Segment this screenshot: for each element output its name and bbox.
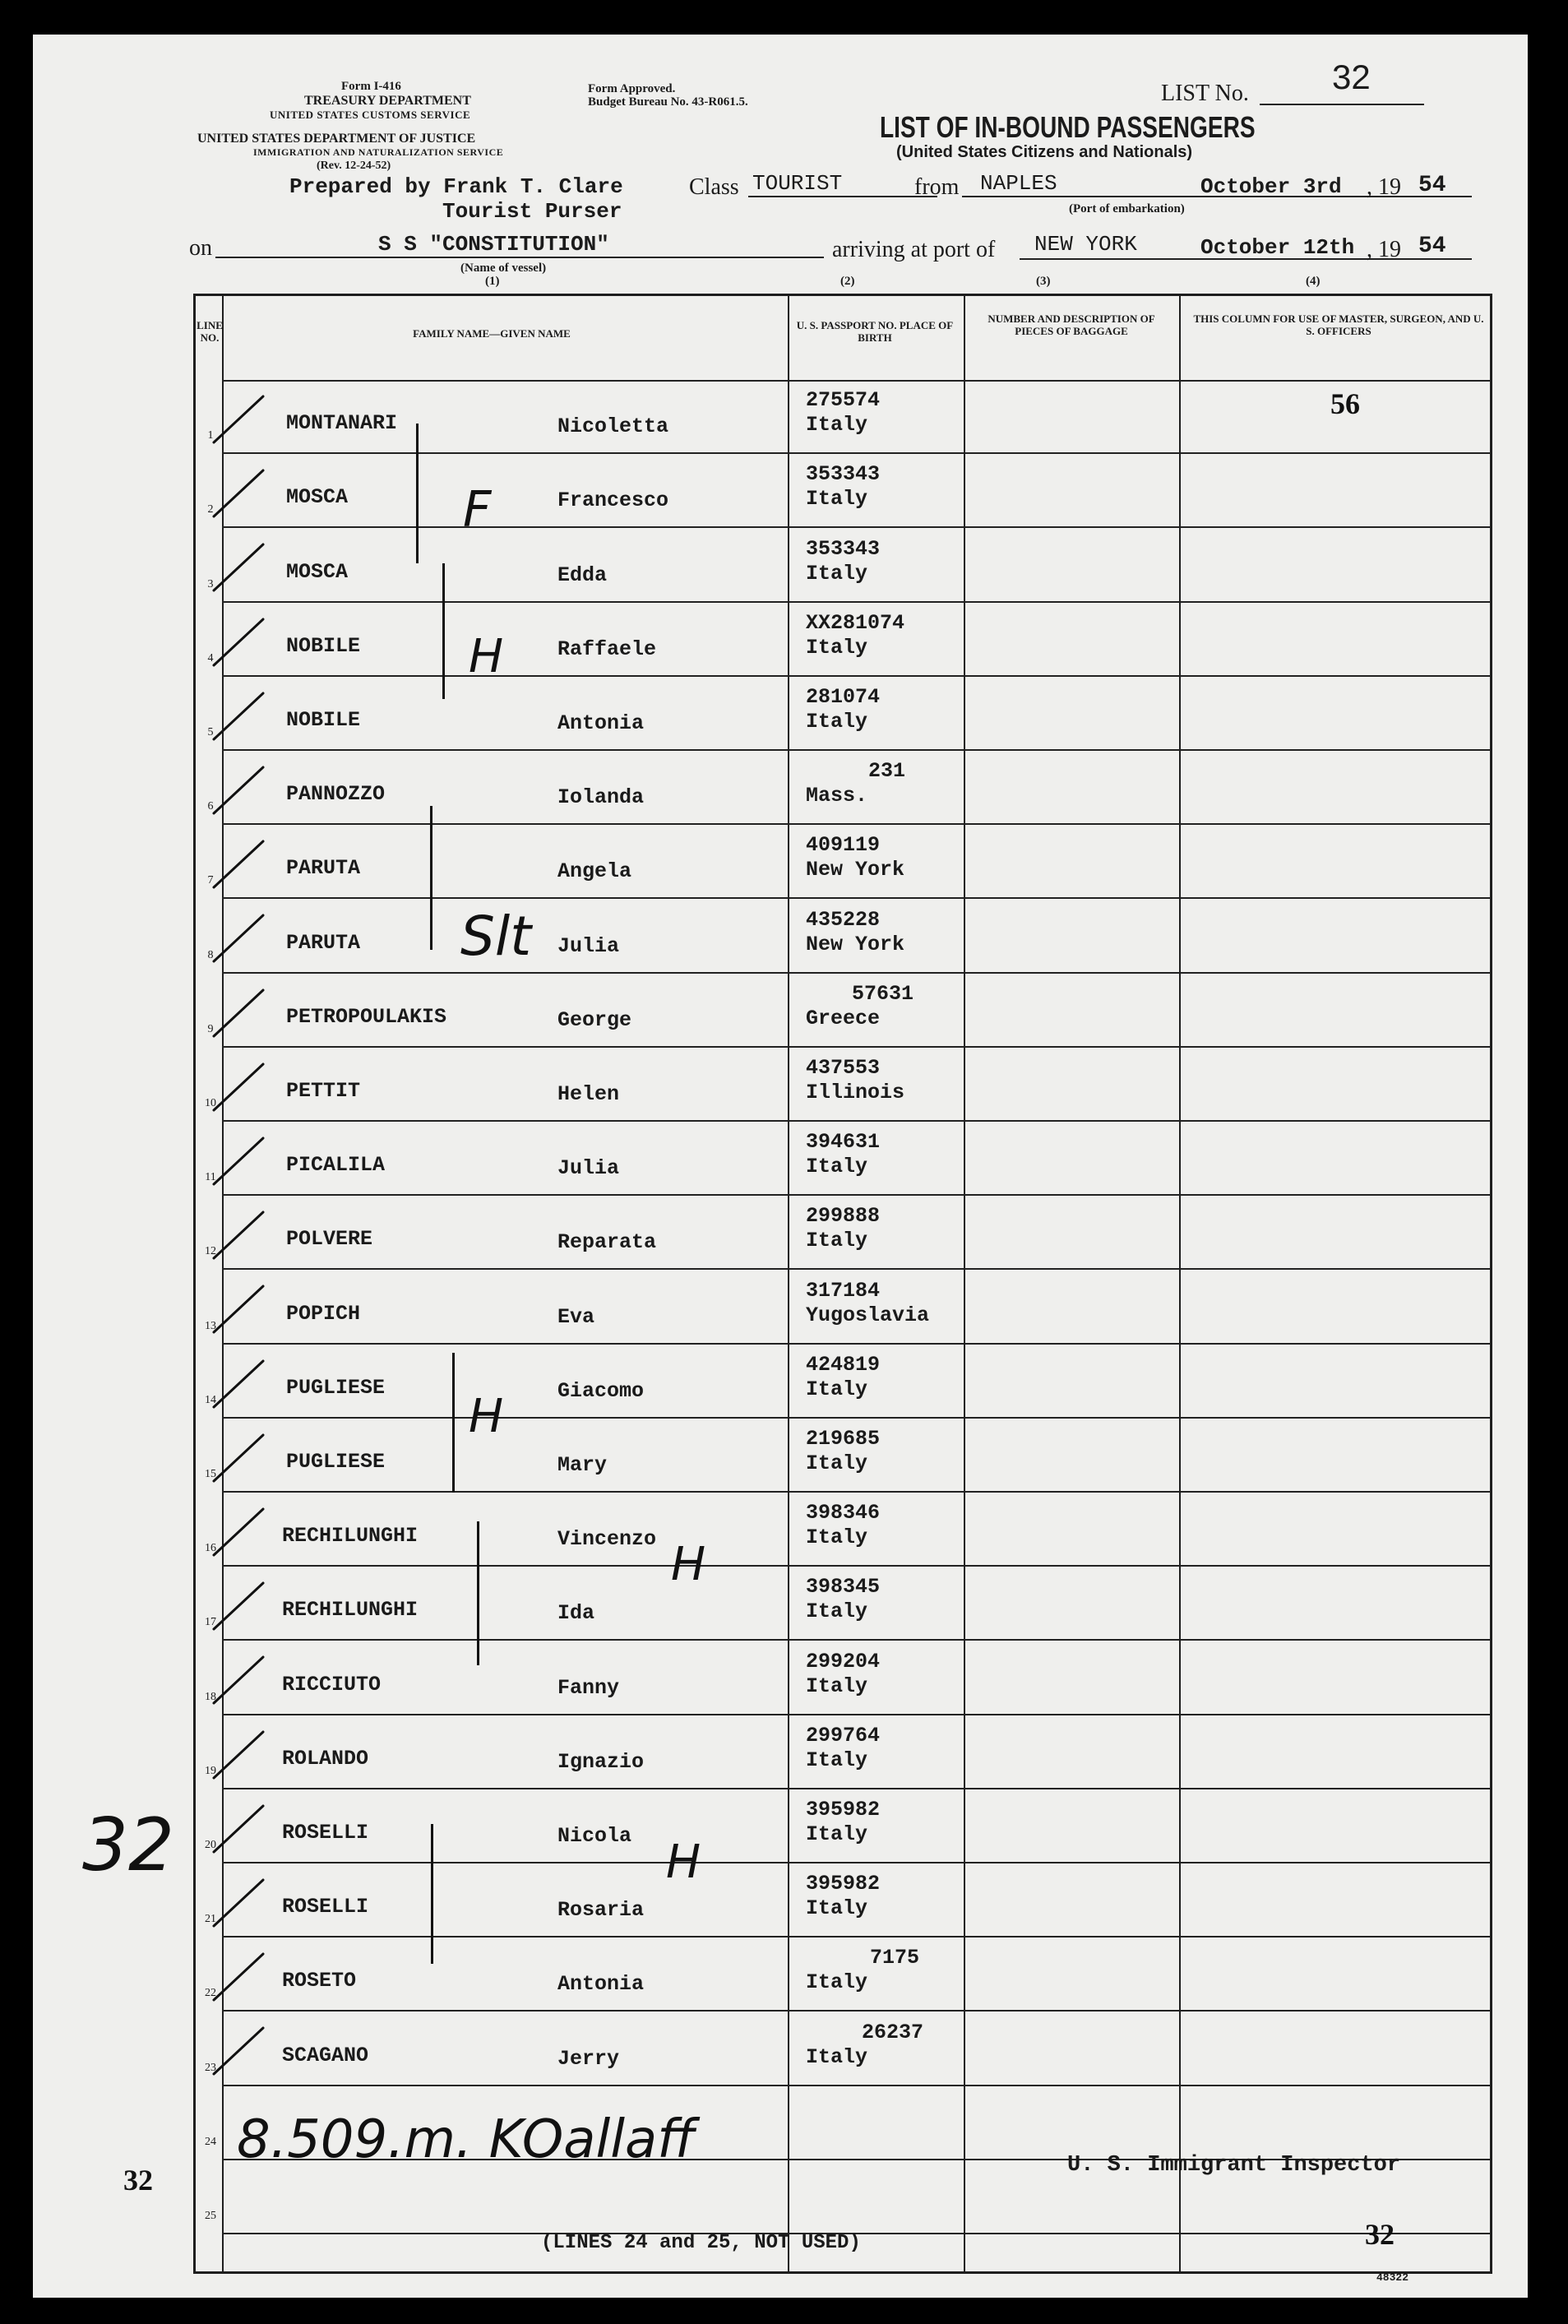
family-name: ROSETO — [282, 1969, 357, 1993]
passport-number: 435228 — [806, 907, 881, 932]
col-head-name: FAMILY NAME—GIVEN NAME — [413, 327, 571, 340]
check-mark — [212, 1430, 270, 1488]
check-mark — [212, 1801, 270, 1859]
family-name: RICCIUTO — [282, 1672, 382, 1697]
passport-number: 7175 — [870, 1946, 920, 1970]
line-number: 22 — [205, 1987, 216, 2000]
birthplace: Italy — [806, 487, 868, 512]
family-name: PARUTA — [286, 930, 361, 955]
given-name: Iolanda — [557, 785, 645, 810]
check-mark — [212, 1356, 270, 1414]
page-title: LIST OF IN-BOUND PASSENGERS — [880, 110, 1256, 144]
check-mark — [212, 1652, 270, 1710]
row-divider — [222, 1194, 1490, 1196]
check-mark — [212, 985, 270, 1043]
line-number: 21 — [205, 1913, 216, 1926]
passport-number: 281074 — [806, 685, 881, 709]
arrive-year: 54 — [1418, 234, 1446, 259]
family-name: ROLANDO — [282, 1746, 369, 1771]
family-name: NOBILE — [286, 708, 361, 732]
page-subtitle: (United States Citizens and Nationals) — [896, 143, 1193, 161]
depart-year: 54 — [1418, 173, 1446, 198]
birthplace: Italy — [806, 561, 868, 586]
family-name: PARUTA — [286, 856, 361, 881]
given-name: Julia — [557, 933, 620, 958]
row-divider — [222, 1788, 1490, 1789]
birthplace: Italy — [806, 1674, 868, 1698]
line-number: 6 — [207, 800, 214, 813]
depart-year-prefix: , 19 — [1367, 174, 1401, 200]
form-code: 48322 — [1376, 2271, 1409, 2284]
passport-number: 26237 — [862, 2020, 924, 2044]
list-no-label: LIST No. — [1161, 81, 1249, 106]
row-divider — [222, 1046, 1490, 1048]
passport-number: 299764 — [806, 1723, 881, 1748]
family-name: PUGLIESE — [286, 1375, 386, 1400]
given-name: Reparata — [557, 1230, 657, 1255]
family-name: RECHILUNGHI — [282, 1524, 419, 1549]
budget-bureau: Budget Bureau No. 43-R061.5. — [588, 95, 748, 109]
row-divider — [222, 749, 1490, 751]
family-name: POLVERE — [286, 1227, 373, 1252]
given-name: Ignazio — [557, 1749, 645, 1774]
family-name: MONTANARI — [286, 411, 398, 436]
birthplace: Greece — [806, 1006, 881, 1030]
bottom-right-32: 32 — [1365, 2218, 1395, 2251]
line-number: 19 — [205, 1764, 216, 1777]
given-name: George — [557, 1007, 632, 1032]
passport-number: 398346 — [806, 1501, 881, 1525]
mark-h: H — [469, 1390, 504, 1443]
list-number: 32 — [1332, 58, 1371, 96]
given-name: Giacomo — [557, 1378, 645, 1403]
customs-service: UNITED STATES CUSTOMS SERVICE — [270, 109, 471, 121]
family-name: PUGLIESE — [286, 1450, 386, 1474]
not-used-note: (LINES 24 and 25, NOT USED) — [541, 2232, 861, 2254]
check-mark — [212, 465, 270, 523]
birthplace: Italy — [806, 1896, 868, 1921]
class-label: Class — [689, 174, 739, 200]
family-name: PANNOZZO — [286, 782, 386, 807]
line-number: 16 — [205, 1542, 216, 1555]
row-divider — [222, 1268, 1490, 1270]
birthplace: Italy — [806, 1377, 868, 1401]
line-number: 3 — [207, 577, 214, 590]
mark-scribble: Slt — [460, 905, 532, 968]
check-mark — [212, 1578, 270, 1636]
passport-number: 275574 — [806, 388, 881, 413]
row-divider — [222, 1491, 1490, 1493]
check-mark — [212, 1875, 270, 1933]
passport-number: 353343 — [806, 536, 881, 561]
justice-dept: UNITED STATES DEPARTMENT OF JUSTICE — [197, 132, 476, 146]
given-name: Angela — [557, 859, 632, 884]
vessel-name: S S "CONSTITUTION" — [378, 232, 609, 257]
passport-number: XX281074 — [806, 610, 905, 635]
check-mark — [212, 391, 270, 449]
mark-h: H — [666, 1836, 701, 1889]
birthplace: Italy — [806, 1451, 868, 1475]
line-number: 20 — [205, 1839, 216, 1851]
line-number: 12 — [205, 1245, 216, 1258]
depart-date: October 3rd — [1200, 174, 1342, 199]
birthplace: Italy — [806, 1599, 868, 1624]
line-number: 18 — [205, 1690, 216, 1703]
row-divider — [222, 2085, 1490, 2086]
passport-number: 57631 — [852, 981, 914, 1006]
class-value: TOURIST — [752, 171, 843, 196]
family-name: POPICH — [286, 1301, 361, 1326]
passport-number: 219685 — [806, 1427, 881, 1451]
count-stamp: 56 — [1330, 387, 1360, 420]
given-name: Edda — [557, 562, 608, 587]
signature: 8.509.m. KOallaff — [237, 2109, 696, 2170]
family-name: MOSCA — [286, 485, 349, 510]
line-number: 1 — [207, 429, 214, 442]
passport-number: 409119 — [806, 833, 881, 858]
ins-service: IMMIGRATION AND NATURALIZATION SERVICE — [253, 146, 504, 158]
row-divider — [222, 2010, 1490, 2012]
passport-number: 395982 — [806, 1798, 881, 1822]
birthplace: Italy — [806, 1229, 868, 1253]
line-number: 15 — [205, 1468, 216, 1480]
row-divider — [222, 452, 1490, 454]
row-divider — [222, 1862, 1490, 1863]
row-divider — [222, 823, 1490, 825]
bottom-left-32: 32 — [123, 2164, 153, 2197]
birthplace: Italy — [806, 2044, 868, 2069]
given-name: Fanny — [557, 1675, 620, 1700]
family-name: NOBILE — [286, 633, 361, 658]
birthplace: Italy — [806, 1155, 868, 1179]
passenger-table — [193, 294, 1492, 2274]
given-name: Mary — [557, 1453, 608, 1477]
line-number: 13 — [205, 1319, 216, 1332]
line-number: 8 — [207, 948, 214, 961]
passport-number: 299888 — [806, 1204, 881, 1229]
passport-number: 317184 — [806, 1278, 881, 1303]
given-name: Raffaele — [557, 637, 657, 661]
passport-number: 437553 — [806, 1056, 881, 1080]
col-num-3: (3) — [1036, 275, 1051, 288]
line-number: 11 — [205, 1171, 216, 1184]
check-mark — [212, 1133, 270, 1191]
birthplace: Italy — [806, 1822, 868, 1846]
inspector-label: U. S. Immigrant Inspector — [1067, 2153, 1401, 2178]
mark-h: H — [469, 630, 504, 683]
given-name: Francesco — [557, 488, 669, 513]
birthplace: Yugoslavia — [806, 1303, 930, 1327]
arrive-date: October 12th — [1200, 235, 1355, 260]
family-name: MOSCA — [286, 559, 349, 584]
passport-number: 231 — [868, 759, 906, 784]
row-divider — [222, 972, 1490, 974]
col-head-line-no: LINE NO. — [197, 319, 223, 344]
row-divider — [222, 897, 1490, 899]
family-name: PETROPOULAKIS — [286, 1004, 447, 1029]
prepared-role: Tourist Purser — [442, 199, 622, 224]
line-number: 2 — [207, 503, 214, 516]
check-mark — [212, 910, 270, 968]
line-number: 5 — [207, 726, 214, 738]
birthplace: Mass. — [806, 784, 868, 808]
line-number: 25 — [205, 2210, 216, 2222]
given-name: Helen — [557, 1082, 620, 1106]
birthplace: Italy — [806, 635, 868, 660]
row-divider — [222, 526, 1490, 528]
birthplace: Italy — [806, 1748, 868, 1772]
form-revision: (Rev. 12-24-52) — [317, 160, 391, 172]
given-name: Ida — [557, 1601, 595, 1626]
arrival-port: NEW YORK — [1034, 232, 1137, 257]
birthplace: Italy — [806, 710, 868, 734]
given-name: Rosaria — [557, 1898, 645, 1923]
passport-number: 353343 — [806, 462, 881, 487]
form-page — [33, 35, 1528, 2298]
given-name: Vincenzo — [557, 1527, 657, 1552]
check-mark — [212, 688, 270, 746]
row-divider — [222, 1639, 1490, 1641]
line-number: 17 — [205, 1616, 216, 1629]
form-number: Form I-416 — [341, 80, 401, 93]
given-name: Nicoletta — [557, 414, 669, 439]
given-name: Antonia — [557, 1972, 645, 1997]
col-num-2: (2) — [840, 275, 855, 288]
margin-32: 32 — [82, 1803, 174, 1887]
given-name: Antonia — [557, 711, 645, 735]
birthplace: Illinois — [806, 1081, 905, 1104]
family-name: PICALILA — [286, 1153, 386, 1178]
family-name: SCAGANO — [282, 2043, 369, 2067]
check-mark — [212, 1059, 270, 1117]
given-name: Eva — [557, 1304, 595, 1329]
row-divider — [222, 1565, 1490, 1567]
check-mark — [212, 539, 270, 597]
on-label: on — [189, 235, 212, 261]
check-mark — [212, 614, 270, 672]
check-mark — [212, 2023, 270, 2081]
treasury-dept: TREASURY DEPARTMENT — [304, 94, 471, 108]
check-mark — [212, 1949, 270, 2007]
row-divider — [222, 675, 1490, 677]
row-divider — [222, 1343, 1490, 1345]
passport-number: 424819 — [806, 1352, 881, 1377]
check-mark — [212, 1281, 270, 1339]
row-divider — [222, 1417, 1490, 1419]
check-mark — [212, 1727, 270, 1785]
col-head-baggage: NUMBER AND DESCRIPTION OF PIECES OF BAGGAGE — [988, 312, 1155, 337]
check-mark — [212, 1207, 270, 1265]
col-head-officers: THIS COLUMN FOR USE OF MASTER, SURGEON, AND U. S. OFFICERS — [1193, 312, 1484, 337]
birthplace: Italy — [806, 413, 868, 437]
from-label: from — [914, 174, 960, 200]
from-value: NAPLES — [980, 171, 1057, 196]
row-divider — [222, 1120, 1490, 1122]
family-name: RECHILUNGHI — [282, 1598, 419, 1623]
vessel-caption: (Name of vessel) — [460, 262, 547, 275]
line-number: 23 — [205, 2061, 216, 2074]
family-name: PETTIT — [286, 1079, 361, 1103]
given-name: Nicola — [557, 1824, 632, 1848]
form-approved: Form Approved. — [588, 82, 676, 95]
line-number: 24 — [205, 2135, 216, 2148]
prepared-by: Prepared by Frank T. Clare — [289, 174, 623, 199]
arriving-label: arriving at port of — [832, 237, 996, 262]
col-head-passport: U. S. PASSPORT NO. PLACE OF BIRTH — [796, 319, 954, 344]
line-number: 9 — [207, 1022, 214, 1035]
check-mark — [212, 836, 270, 894]
given-name: Julia — [557, 1156, 620, 1181]
passport-number: 398345 — [806, 1575, 881, 1599]
port-caption: (Port of embarkation) — [1069, 202, 1185, 215]
birthplace: Italy — [806, 1525, 868, 1550]
line-number: 7 — [207, 874, 214, 887]
passport-number: 299204 — [806, 1649, 881, 1674]
line-number: 4 — [207, 651, 214, 664]
passport-number: 395982 — [806, 1872, 881, 1896]
col-num-1: (1) — [485, 275, 500, 288]
birthplace: New York — [806, 858, 905, 882]
line-number: 14 — [205, 1393, 216, 1406]
line-number: 10 — [205, 1097, 216, 1109]
birthplace: New York — [806, 932, 905, 956]
mark-h: H — [671, 1538, 706, 1591]
check-mark — [212, 1504, 270, 1562]
mark-f: F — [463, 481, 492, 539]
row-divider — [222, 1936, 1490, 1937]
given-name: Jerry — [557, 2046, 620, 2071]
row-divider — [222, 601, 1490, 603]
passport-number: 394631 — [806, 1130, 881, 1155]
row-divider — [222, 1714, 1490, 1715]
check-mark — [212, 762, 270, 820]
birthplace: Italy — [806, 1970, 868, 1995]
family-name: ROSELLI — [282, 1895, 369, 1919]
arrive-year-prefix: , 19 — [1367, 237, 1401, 262]
col-num-4: (4) — [1306, 275, 1321, 288]
family-name: ROSELLI — [282, 1821, 369, 1845]
